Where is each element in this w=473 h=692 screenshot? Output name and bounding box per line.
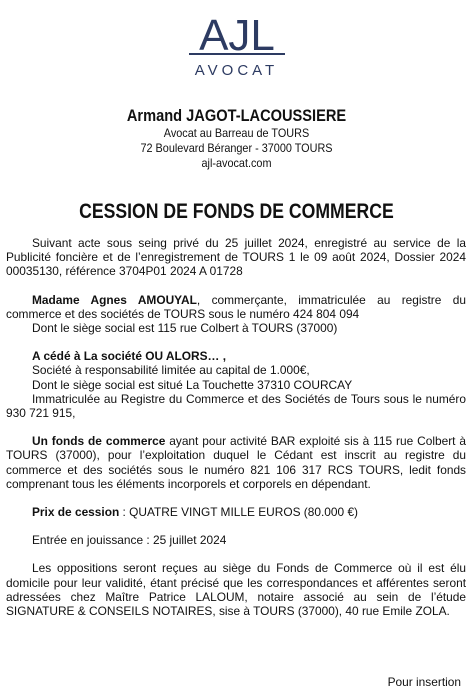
price-line xyxy=(6,505,466,519)
logo-subtitle: AVOCAT xyxy=(194,62,279,79)
intro-paragraph: Suivant acte sous seing privé du 25 juillet 2024, enregistré au service de la Publicité foncière et de l’enregistrement de TOURS 1 le 09 août 2024, Dossier 2024 00035130, référence 3704P01 2024 A 01728 xyxy=(6,236,466,279)
fonds-details: ayant pour activité BAR exploité sis à 115 rue Colbert à TOURS (37000), pour l’exploitation duquel le Cédant est inscrit au registre du commerce et des sociétés sous le numéro 821 106 317 RCS TOURS, ledit fonds comprenant tous les éléments incorporels et corporels en dépendant. xyxy=(6,434,466,491)
price-value: : QUATRE VINGT MILLE EUROS (80.000 €) xyxy=(119,505,359,520)
notice-title: CESSION DE FONDS DE COMMERCE xyxy=(79,200,394,223)
oppositions-paragraph: Les oppositions seront reçues au siège du Fonds de Commerce où il est élu domicile pour leur validité, étant précisé que les correspondances et afférentes seront adressées chez Maître Patrice LALOUM, notaire associé au sein de l’étude SIGNATURE & CONSEILS NOTAIRES, sise à TOURS (37000), 40 rue Emile ZOLA. xyxy=(6,561,466,619)
seller-seat: Dont le siège social est 115 rue Colbert à TOURS (37000) xyxy=(32,321,338,336)
seller-details: , commerçante, immatriculée au registre du commerce et des sociétés de TOURS sous le numéro 424 804 094 xyxy=(6,292,466,321)
buyer-capital: Société à responsabilité limitée au capital de 1.000€, xyxy=(32,363,310,378)
buyer-registration: Immatriculée au Registre du Commerce et des Sociétés de Tours sous le numéro 930 721 915, xyxy=(6,391,466,421)
logo-text: AJL xyxy=(198,11,275,60)
fonds-paragraph xyxy=(6,434,466,491)
price-label: Prix de cession xyxy=(32,505,120,520)
footer-note: Pour insertion xyxy=(387,675,461,689)
author-website: ajl-avocat.com xyxy=(201,156,272,170)
author-block xyxy=(0,106,473,171)
entry-date: Entrée en jouissance : 25 juillet 2024 xyxy=(32,533,227,548)
seller-name: Madame Agnes AMOUYAL xyxy=(32,292,197,307)
author-bar: Avocat au Barreau de TOURS xyxy=(163,126,310,140)
notice-body xyxy=(6,236,466,618)
ajl-logo-mark xyxy=(189,10,285,62)
author-name: Armand JAGOT-LACOUSSIERE xyxy=(126,106,347,125)
logo xyxy=(0,10,473,79)
buyer-seat: Dont le siège social est situé La Touchette 37310 COURCAY xyxy=(32,377,353,392)
seller-paragraph xyxy=(6,293,466,321)
fonds-heading: Un fonds de commerce xyxy=(32,434,166,449)
author-address: 72 Boulevard Béranger - 37000 TOURS xyxy=(140,141,333,155)
buyer-heading: A cédé à La société OU ALORS… , xyxy=(32,349,227,364)
